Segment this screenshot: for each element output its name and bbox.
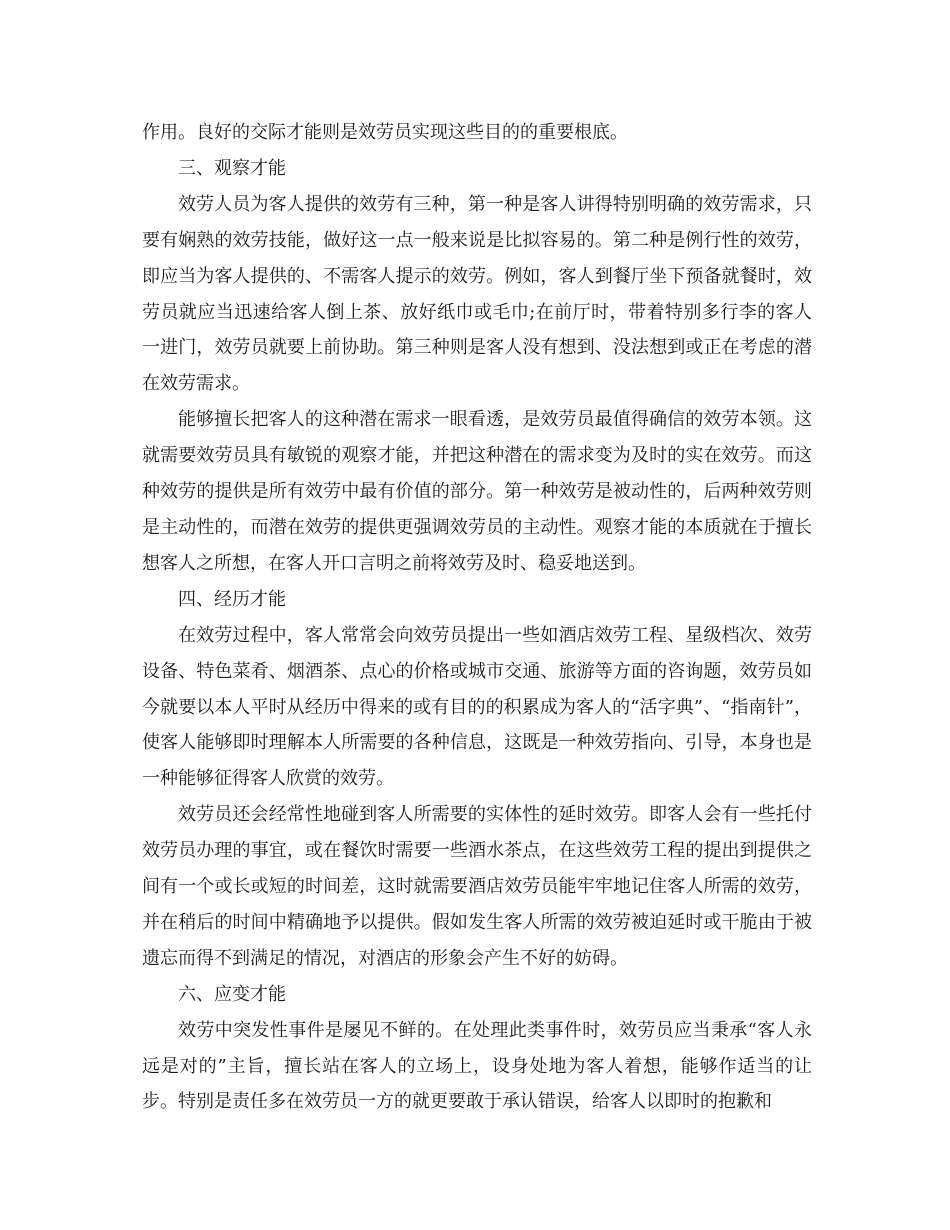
section-heading: 四、经历才能: [178, 588, 286, 610]
body-paragraph: 能够擅长把客人的这种潜在需求一眼看透，是效劳员最值得确信的效劳本领。这就需要效劳员具有敏锐的观察才能，并把这种潜在的需求变为及时的实在效劳。而这种效劳的提供是所有效劳中最有价值的部分。第一种效劳是被动性的，后两种效劳则是主动性的，而潜在效劳的提供更强调效劳员的主动性。观察才能的本质就在于擅长想客人之所想，在客人开口言明之前将效劳及时、稳妥地送到。: [142, 409, 812, 574]
body-paragraph: 效劳员还会经常性地碰到客人所需要的实体性的延时效劳。即客人会有一些托付效劳员办理的事宜，或在餐饮时需要一些酒水茶点，在这些效劳工程的提出到提供之间有一个或长或短的时间差，这时就需要酒店效劳员能牢牢地记住客人所需的效劳，并在稍后的时间中精确地予以提供。假如发生客人所需的效劳被迫延时或干脆由于被遗忘而得不到满足的情况，对酒店的形象会产生不好的妨碍。: [142, 804, 812, 969]
section-heading: 六、应变才能: [178, 983, 286, 1005]
continuation-paragraph: 作用。良好的交际才能则是效劳员实现这些目的的重要根底。: [142, 122, 628, 143]
section-heading: 三、观察才能: [178, 157, 286, 179]
document-body: [142, 115, 812, 1120]
body-paragraph: 效劳中突发性事件是屡见不鲜的。在处理此类事件时，效劳员应当秉承“客人永远是对的”主旨，擅长站在客人的立场上，设身处地为客人着想，能够作适当的让步。特别是责任多在效劳员一方的就更要敢于承认错误，给客人以即时的抱歉和: [142, 1019, 812, 1113]
body-paragraph: 在效劳过程中，客人常常会向效劳员提出一些如酒店效劳工程、星级档次、效劳设备、特色菜肴、烟酒茶、点心的价格或城市交通、旅游等方面的咨询题，效劳员如今就要以本人平时从经历中得来的或有目的的积累成为客人的“活字典”、“指南针”，使客人能够即时理解本人所需要的各种信息，这既是一种效劳指向、引导，本身也是一种能够征得客人欣赏的效劳。: [142, 624, 812, 790]
body-paragraph: 效劳人员为客人提供的效劳有三种，第一种是客人讲得特别明确的效劳需求，只要有娴熟的效劳技能，做好这一点一般来说是比拟容易的。第二种是例行性的效劳，即应当为客人提供的、不需客人提示的效劳。例如，客人到餐厅坐下预备就餐时，效劳员就应当迅速给客人倒上茶、放好纸巾或毛巾;在前厅时，带着特别多行李的客人一进门，效劳员就要上前协助。第三种则是客人没有想到、没法想到或正在考虑的潜在效劳需求。: [142, 193, 812, 395]
